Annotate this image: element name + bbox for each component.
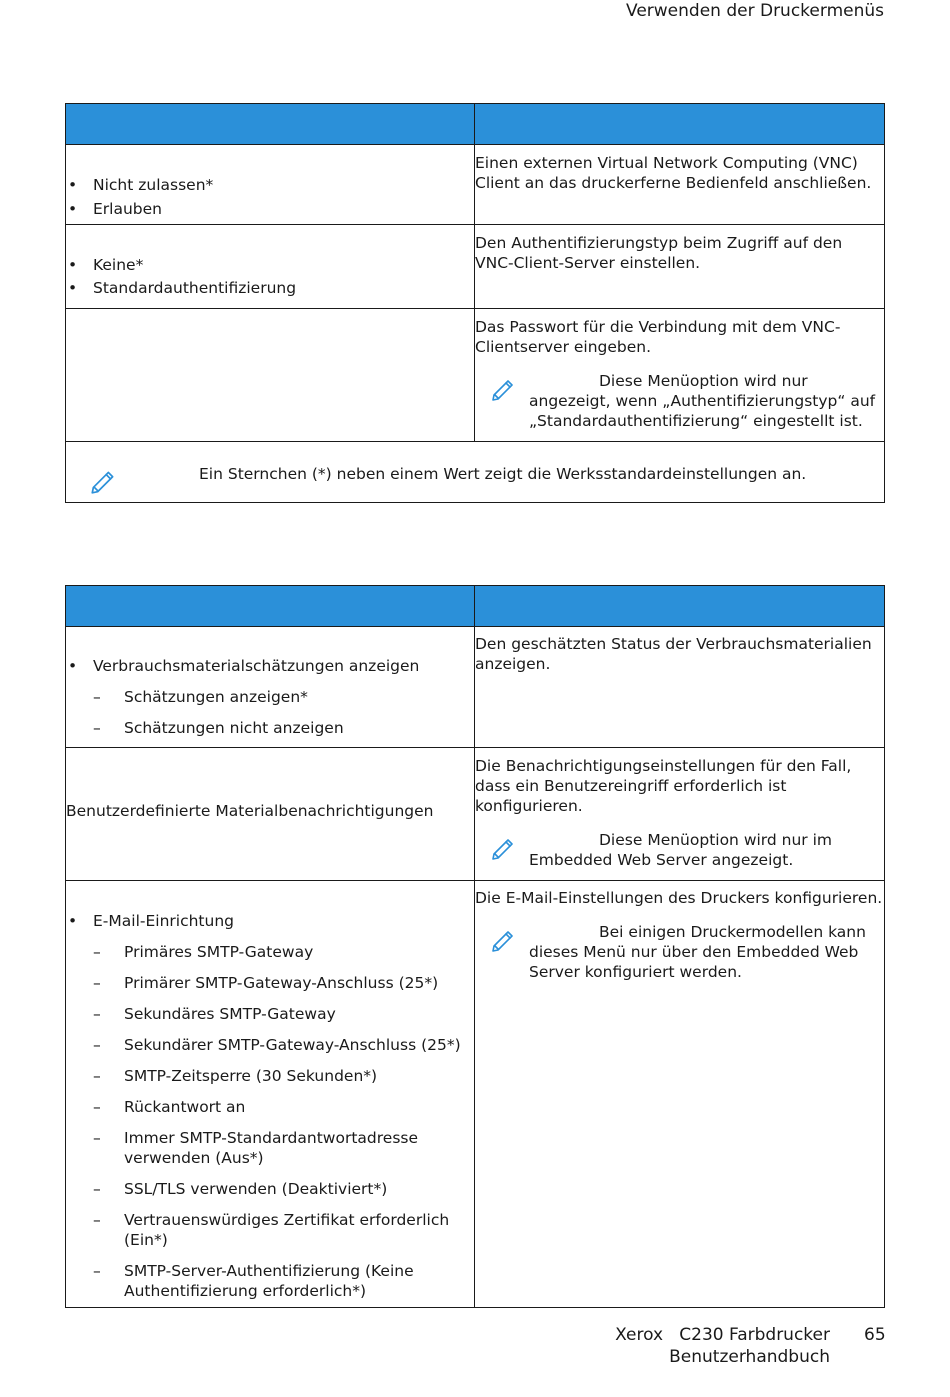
pencil-note-icon	[489, 375, 517, 403]
footnote-cell	[66, 442, 885, 503]
pencil-note-icon	[489, 834, 517, 862]
description-text: Die E-Mail-Einstellungen des Druckers konfigurieren.	[475, 889, 883, 907]
note-text: Diese Menüoption wird nur angezeigt, wenn „Authentifizierungstyp“ auf „Standardauthentifizierung“ eingestellt ist.	[529, 372, 876, 430]
description-text: Das Passwort für die Verbindung mit dem VNC-Clientserver eingeben.	[475, 318, 841, 356]
list-item: – Schätzungen anzeigen*	[66, 687, 474, 707]
page-header-title: Verwenden der Druckermenüs	[626, 1, 884, 21]
table-header-cell	[66, 104, 475, 145]
list-item: – Rückantwort an	[66, 1097, 474, 1117]
footer-guide: Benutzerhandbuch	[669, 1347, 830, 1367]
table-footnote-row	[66, 442, 885, 503]
description-cell	[475, 881, 885, 1308]
list-item: – SSL/TLS verwenden (Deaktiviert*)	[66, 1179, 474, 1199]
list-item: – Sekundäres SMTP-Gateway	[66, 1004, 474, 1024]
page-number: 65	[864, 1325, 886, 1345]
suboption-list	[66, 942, 474, 1301]
options-cell	[66, 309, 475, 442]
option-list	[66, 911, 474, 931]
footer-product: Xerox C230 Farbdrucker	[615, 1325, 830, 1345]
options-cell	[66, 881, 475, 1308]
list-item: • Keine*	[66, 254, 474, 277]
vnc-settings-table	[65, 103, 885, 503]
description-cell	[475, 627, 885, 748]
option-label: Benutzerdefinierte Materialbenachrichtigungen	[66, 802, 434, 820]
list-item: – Sekundärer SMTP-Gateway-Anschluss (25*)	[66, 1035, 474, 1055]
list-item: – Primäres SMTP-Gateway	[66, 942, 474, 962]
footnote-text: Ein Sternchen (*) neben einem Wert zeigt die Werksstandardeinstellungen an.	[199, 465, 807, 483]
list-item: • E-Mail-Einrichtung	[66, 911, 474, 931]
table-row	[66, 748, 885, 881]
description-text: Einen externen Virtual Network Computing (VNC) Client an das druckerferne Bedienfeld anschließen.	[475, 154, 872, 192]
table-row	[66, 627, 885, 748]
list-item: • Erlauben	[66, 197, 474, 221]
list-item: – Schätzungen nicht anzeigen	[66, 718, 474, 738]
pencil-note-icon	[489, 926, 517, 954]
list-item: • Nicht zulassen*	[66, 173, 474, 197]
option-list	[66, 254, 474, 300]
options-cell	[66, 748, 475, 881]
description-cell	[475, 145, 885, 225]
note	[475, 922, 884, 982]
table-row	[66, 309, 885, 442]
note-text: Diese Menüoption wird nur im Embedded Web Server angezeigt.	[529, 831, 833, 869]
footer-brand	[615, 1324, 830, 1368]
list-item: • Verbrauchsmaterialschätzungen anzeigen	[66, 656, 474, 676]
supplies-settings-table	[65, 585, 885, 1308]
options-cell	[66, 225, 475, 309]
options-cell	[66, 627, 475, 748]
list-item: – SMTP-Zeitsperre (30 Sekunden*)	[66, 1066, 474, 1086]
list-item: • Standardauthentifizierung	[66, 277, 474, 300]
footnote	[66, 442, 884, 502]
list-item: – Primärer SMTP-Gateway-Anschluss (25*)	[66, 973, 474, 993]
suboption-list	[66, 687, 474, 738]
option-list	[66, 656, 474, 676]
pencil-note-icon	[88, 466, 118, 496]
list-item: – Vertrauenswürdiges Zertifikat erforderlich (Ein*)	[66, 1210, 474, 1250]
table-header-row	[66, 586, 885, 627]
table-header-row	[66, 104, 885, 145]
table-header-cell	[66, 586, 475, 627]
note	[475, 830, 884, 870]
list-item: – Immer SMTP-Standardantwortadresse verwenden (Aus*)	[66, 1128, 474, 1168]
description-text: Den geschätzten Status der Verbrauchsmaterialien anzeigen.	[475, 635, 872, 673]
description-cell	[475, 309, 885, 442]
table-row	[66, 145, 885, 225]
table-row	[66, 225, 885, 309]
options-cell	[66, 145, 475, 225]
table-row	[66, 881, 885, 1308]
table-header-cell	[475, 104, 885, 145]
list-item: – SMTP-Server-Authentifizierung (Keine Authentifizierung erforderlich*)	[66, 1261, 474, 1301]
note-text: Bei einigen Druckermodellen kann dieses Menü nur über den Embedded Web Server konfiguriert werden.	[529, 923, 866, 981]
description-text: Den Authentifizierungstyp beim Zugriff auf den VNC-Client-Server einstellen.	[475, 234, 843, 272]
option-list	[66, 173, 474, 221]
description-cell	[475, 748, 885, 881]
description-cell	[475, 225, 885, 309]
note	[475, 371, 884, 431]
description-text: Die Benachrichtigungseinstellungen für den Fall, dass ein Benutzereingriff erforderlich ist konfigurieren.	[475, 757, 852, 815]
table-header-cell	[475, 586, 885, 627]
